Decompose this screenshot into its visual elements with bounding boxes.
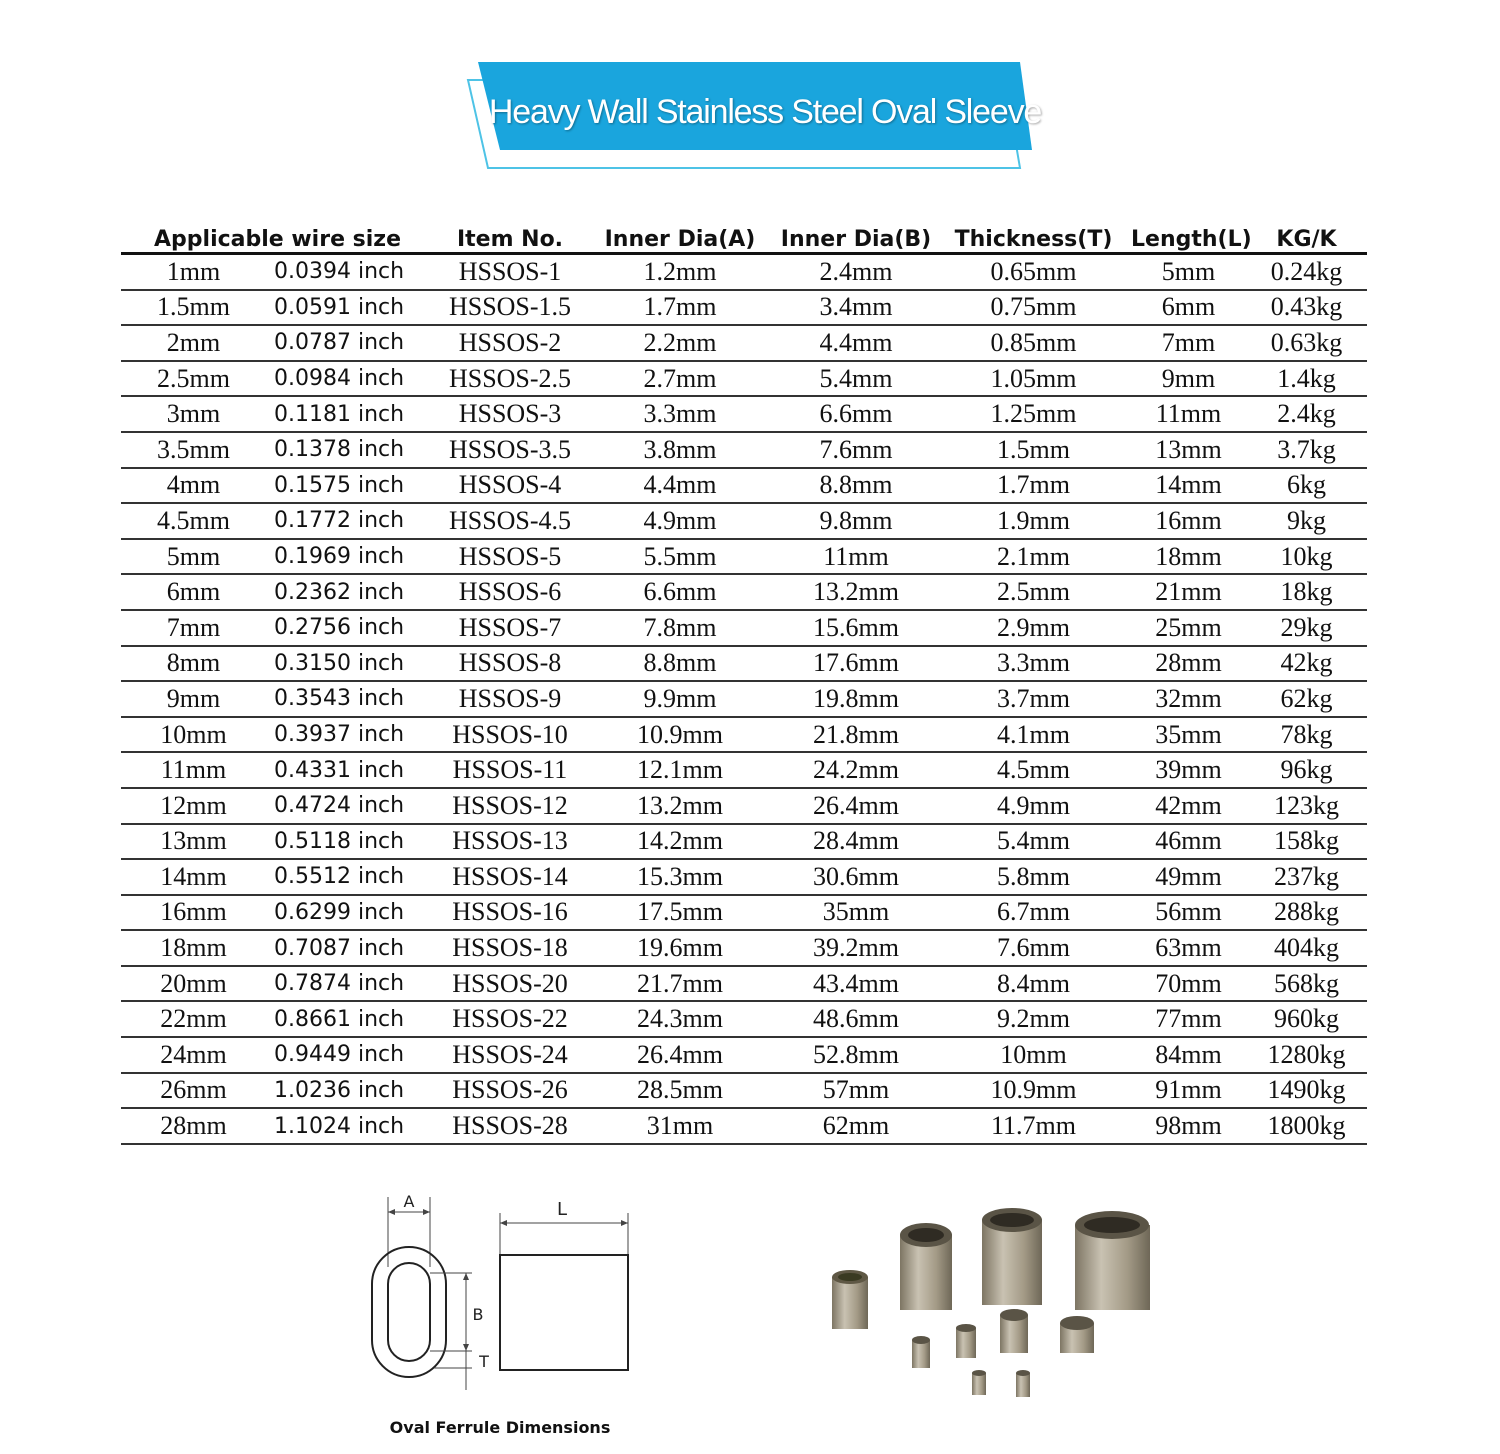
cell-length: 91mm [1131,1073,1246,1109]
cell-inner-dia-a: 31mm [584,1108,776,1144]
cell-item-no: HSSOS-4.5 [436,503,584,539]
cell-length: 6mm [1131,290,1246,326]
sleeve-large-3 [1075,1211,1150,1310]
cell-wire-mm: 2.5mm [121,361,266,397]
cell-weight: 404kg [1246,930,1367,966]
cell-thickness: 9.2mm [936,1001,1131,1037]
cell-weight: 6kg [1246,468,1367,504]
cell-length: 14mm [1131,468,1246,504]
cell-wire-inch: 0.2362 inch [266,574,436,610]
header-thickness: Thickness(T) [936,220,1131,254]
cell-wire-mm: 22mm [121,1001,266,1037]
cell-item-no: HSSOS-3 [436,396,584,432]
cell-inner-dia-a: 4.4mm [584,468,776,504]
cell-length: 9mm [1131,361,1246,397]
cell-wire-inch: 0.0787 inch [266,325,436,361]
cell-inner-dia-a: 19.6mm [584,930,776,966]
cell-wire-mm: 24mm [121,1037,266,1073]
cell-item-no: HSSOS-24 [436,1037,584,1073]
cell-length: 84mm [1131,1037,1246,1073]
product-photo [820,1205,1160,1405]
table-row [121,325,1367,361]
cell-wire-mm: 1.5mm [121,290,266,326]
page-title: Heavy Wall Stainless Steel Oval Sleeve [488,92,1042,131]
cell-inner-dia-a: 24.3mm [584,1001,776,1037]
cell-inner-dia-a: 8.8mm [584,646,776,682]
cell-wire-inch: 0.5512 inch [266,859,436,895]
cell-inner-dia-b: 7.6mm [776,432,936,468]
cell-wire-mm: 28mm [121,1108,266,1144]
cell-inner-dia-a: 5.5mm [584,539,776,575]
cell-inner-dia-b: 39.2mm [776,930,936,966]
cell-wire-mm: 3mm [121,396,266,432]
cell-length: 13mm [1131,432,1246,468]
dimension-diagram [360,1185,660,1400]
cell-wire-mm: 13mm [121,824,266,860]
cell-weight: 0.24kg [1246,254,1367,290]
table-row [121,361,1367,397]
cell-thickness: 3.7mm [936,681,1131,717]
table-row [121,1108,1367,1144]
cell-wire-inch: 0.6299 inch [266,895,436,931]
cell-inner-dia-b: 6.6mm [776,396,936,432]
table-row [121,396,1367,432]
sleeve-small-3 [956,1324,976,1358]
title-banner [460,58,1050,178]
table-row [121,468,1367,504]
cell-thickness: 1.25mm [936,396,1131,432]
cell-wire-inch: 0.0394 inch [266,254,436,290]
cell-inner-dia-b: 19.8mm [776,681,936,717]
cell-thickness: 7.6mm [936,930,1131,966]
cell-thickness: 3.3mm [936,646,1131,682]
cell-inner-dia-b: 48.6mm [776,1001,936,1037]
table-row [121,930,1367,966]
cell-wire-inch: 0.1378 inch [266,432,436,468]
cell-item-no: HSSOS-1.5 [436,290,584,326]
cell-item-no: HSSOS-18 [436,930,584,966]
table-row [121,254,1367,290]
cell-item-no: HSSOS-1 [436,254,584,290]
cell-length: 7mm [1131,325,1246,361]
cell-wire-inch: 0.3543 inch [266,681,436,717]
cell-inner-dia-b: 13.2mm [776,574,936,610]
cell-wire-inch: 0.1969 inch [266,539,436,575]
cell-inner-dia-b: 8.8mm [776,468,936,504]
table-row [121,966,1367,1002]
cell-weight: 1490kg [1246,1073,1367,1109]
table-body [121,254,1367,1144]
cell-inner-dia-b: 5.4mm [776,361,936,397]
cell-inner-dia-b: 15.6mm [776,610,936,646]
cell-inner-dia-b: 4.4mm [776,325,936,361]
cell-thickness: 1.5mm [936,432,1131,468]
label-b: B [472,1305,484,1324]
cell-wire-inch: 1.0236 inch [266,1073,436,1109]
table-row [121,1073,1367,1109]
cell-item-no: HSSOS-2.5 [436,361,584,397]
cell-thickness: 10.9mm [936,1073,1131,1109]
cell-weight: 29kg [1246,610,1367,646]
table-row [121,752,1367,788]
cell-wire-mm: 2mm [121,325,266,361]
cell-wire-inch: 0.3937 inch [266,717,436,753]
cell-item-no: HSSOS-8 [436,646,584,682]
cell-length: 56mm [1131,895,1246,931]
cell-item-no: HSSOS-5 [436,539,584,575]
cell-weight: 158kg [1246,824,1367,860]
cell-weight: 18kg [1246,574,1367,610]
label-l: L [556,1199,568,1220]
cell-wire-mm: 5mm [121,539,266,575]
cell-inner-dia-a: 2.2mm [584,325,776,361]
cell-item-no: HSSOS-20 [436,966,584,1002]
cell-length: 39mm [1131,752,1246,788]
sleeve-large-1 [900,1223,952,1310]
table-row [121,859,1367,895]
cell-inner-dia-a: 9.9mm [584,681,776,717]
cell-wire-mm: 6mm [121,574,266,610]
cell-weight: 123kg [1246,788,1367,824]
header-length: Length(L) [1131,220,1246,254]
cell-inner-dia-a: 13.2mm [584,788,776,824]
cell-thickness: 5.8mm [936,859,1131,895]
cell-length: 16mm [1131,503,1246,539]
table-row [121,717,1367,753]
cell-weight: 9kg [1246,503,1367,539]
cell-wire-mm: 18mm [121,930,266,966]
sleeve-medium-1 [832,1270,868,1329]
table-row [121,824,1367,860]
cell-item-no: HSSOS-14 [436,859,584,895]
cell-length: 28mm [1131,646,1246,682]
label-a: A [403,1192,415,1211]
diagram-caption: Oval Ferrule Dimensions [389,1418,611,1437]
cell-wire-inch: 0.7087 inch [266,930,436,966]
cell-item-no: HSSOS-2 [436,325,584,361]
cell-weight: 1.4kg [1246,361,1367,397]
cell-length: 35mm [1131,717,1246,753]
cell-wire-inch: 0.7874 inch [266,966,436,1002]
cell-thickness: 1.05mm [936,361,1131,397]
cell-inner-dia-a: 7.8mm [584,610,776,646]
cell-inner-dia-a: 14.2mm [584,824,776,860]
cell-weight: 78kg [1246,717,1367,753]
cell-wire-mm: 9mm [121,681,266,717]
cell-weight: 0.43kg [1246,290,1367,326]
cell-wire-mm: 7mm [121,610,266,646]
cell-thickness: 4.5mm [936,752,1131,788]
sleeve-large-2 [982,1208,1042,1305]
cell-weight: 960kg [1246,1001,1367,1037]
oval-ferrule-drawing [360,1185,660,1400]
cell-wire-mm: 10mm [121,717,266,753]
cell-thickness: 10mm [936,1037,1131,1073]
cell-inner-dia-a: 3.8mm [584,432,776,468]
cell-inner-dia-a: 12.1mm [584,752,776,788]
cell-length: 18mm [1131,539,1246,575]
cell-item-no: HSSOS-11 [436,752,584,788]
cell-wire-inch: 0.3150 inch [266,646,436,682]
cell-wire-inch: 0.9449 inch [266,1037,436,1073]
cell-inner-dia-b: 62mm [776,1108,936,1144]
cell-inner-dia-b: 57mm [776,1073,936,1109]
cell-thickness: 2.5mm [936,574,1131,610]
cell-wire-mm: 1mm [121,254,266,290]
cell-inner-dia-a: 3.3mm [584,396,776,432]
cell-inner-dia-b: 30.6mm [776,859,936,895]
sleeve-small-4 [912,1336,930,1368]
cell-length: 21mm [1131,574,1246,610]
table-row [121,539,1367,575]
cell-length: 25mm [1131,610,1246,646]
sleeve-small-2 [1060,1316,1094,1353]
cell-length: 63mm [1131,930,1246,966]
cell-inner-dia-b: 17.6mm [776,646,936,682]
table-row [121,610,1367,646]
cell-inner-dia-b: 3.4mm [776,290,936,326]
table-row [121,432,1367,468]
cell-weight: 3.7kg [1246,432,1367,468]
table-row [121,1037,1367,1073]
cell-thickness: 2.9mm [936,610,1131,646]
cell-thickness: 4.9mm [936,788,1131,824]
table-row [121,681,1367,717]
table-header-row [121,220,1367,254]
cell-item-no: HSSOS-22 [436,1001,584,1037]
cell-weight: 0.63kg [1246,325,1367,361]
table-row [121,290,1367,326]
cell-inner-dia-a: 1.7mm [584,290,776,326]
cell-wire-mm: 26mm [121,1073,266,1109]
cell-weight: 62kg [1246,681,1367,717]
cell-thickness: 5.4mm [936,824,1131,860]
table-row [121,574,1367,610]
cell-wire-mm: 4mm [121,468,266,504]
cell-thickness: 6.7mm [936,895,1131,931]
cell-item-no: HSSOS-7 [436,610,584,646]
cell-thickness: 1.9mm [936,503,1131,539]
cell-weight: 1800kg [1246,1108,1367,1144]
cell-thickness: 0.65mm [936,254,1131,290]
oval-sleeves-illustration [820,1205,1160,1405]
cell-item-no: HSSOS-6 [436,574,584,610]
cell-item-no: HSSOS-13 [436,824,584,860]
cell-weight: 42kg [1246,646,1367,682]
cell-thickness: 0.75mm [936,290,1131,326]
spec-table [121,220,1367,1145]
table-row [121,646,1367,682]
cell-wire-inch: 0.2756 inch [266,610,436,646]
table-row [121,895,1367,931]
cell-item-no: HSSOS-3.5 [436,432,584,468]
cell-length: 49mm [1131,859,1246,895]
cell-weight: 1280kg [1246,1037,1367,1073]
cell-wire-inch: 0.5118 inch [266,824,436,860]
cell-inner-dia-b: 35mm [776,895,936,931]
sleeve-small-1 [1000,1309,1028,1353]
cell-wire-inch: 0.8661 inch [266,1001,436,1037]
cell-inner-dia-a: 6.6mm [584,574,776,610]
cell-item-no: HSSOS-4 [436,468,584,504]
table-row [121,788,1367,824]
cell-item-no: HSSOS-26 [436,1073,584,1109]
cell-wire-mm: 20mm [121,966,266,1002]
cell-item-no: HSSOS-12 [436,788,584,824]
cell-weight: 10kg [1246,539,1367,575]
label-t: T [479,1352,489,1371]
cell-item-no: HSSOS-9 [436,681,584,717]
cell-thickness: 4.1mm [936,717,1131,753]
table-row [121,503,1367,539]
cell-wire-inch: 1.1024 inch [266,1108,436,1144]
cell-inner-dia-b: 28.4mm [776,824,936,860]
cell-wire-inch: 0.0984 inch [266,361,436,397]
cell-inner-dia-b: 52.8mm [776,1037,936,1073]
cell-inner-dia-a: 10.9mm [584,717,776,753]
cell-wire-mm: 11mm [121,752,266,788]
cell-length: 11mm [1131,396,1246,432]
cell-item-no: HSSOS-28 [436,1108,584,1144]
cell-wire-inch: 0.4331 inch [266,752,436,788]
cell-inner-dia-a: 1.2mm [584,254,776,290]
cell-length: 98mm [1131,1108,1246,1144]
cell-wire-mm: 16mm [121,895,266,931]
cell-inner-dia-b: 9.8mm [776,503,936,539]
cell-wire-mm: 14mm [121,859,266,895]
table-row [121,1001,1367,1037]
header-weight: KG/K [1246,220,1367,254]
cell-inner-dia-a: 4.9mm [584,503,776,539]
cell-wire-inch: 0.0591 inch [266,290,436,326]
header-inner-dia-a: Inner Dia(A) [584,220,776,254]
cell-inner-dia-a: 21.7mm [584,966,776,1002]
cell-inner-dia-b: 21.8mm [776,717,936,753]
cell-length: 46mm [1131,824,1246,860]
cell-inner-dia-b: 26.4mm [776,788,936,824]
cell-wire-inch: 0.1575 inch [266,468,436,504]
cell-length: 70mm [1131,966,1246,1002]
cell-length: 77mm [1131,1001,1246,1037]
cell-wire-mm: 12mm [121,788,266,824]
cell-wire-mm: 4.5mm [121,503,266,539]
cell-weight: 96kg [1246,752,1367,788]
cell-inner-dia-a: 2.7mm [584,361,776,397]
cell-inner-dia-a: 28.5mm [584,1073,776,1109]
cell-inner-dia-a: 15.3mm [584,859,776,895]
cell-length: 32mm [1131,681,1246,717]
cell-inner-dia-b: 24.2mm [776,752,936,788]
cell-length: 5mm [1131,254,1246,290]
cell-wire-inch: 0.1772 inch [266,503,436,539]
cell-inner-dia-a: 17.5mm [584,895,776,931]
cell-inner-dia-b: 43.4mm [776,966,936,1002]
cell-weight: 2.4kg [1246,396,1367,432]
cell-thickness: 2.1mm [936,539,1131,575]
header-wire-size: Applicable wire size [121,220,436,254]
header-inner-dia-b: Inner Dia(B) [776,220,936,254]
cell-wire-inch: 0.4724 inch [266,788,436,824]
cell-inner-dia-b: 11mm [776,539,936,575]
cell-length: 42mm [1131,788,1246,824]
cell-weight: 288kg [1246,895,1367,931]
cell-thickness: 8.4mm [936,966,1131,1002]
cell-wire-inch: 0.1181 inch [266,396,436,432]
cell-thickness: 1.7mm [936,468,1131,504]
cell-inner-dia-a: 26.4mm [584,1037,776,1073]
sleeve-tiny-2 [1016,1370,1030,1397]
cell-weight: 237kg [1246,859,1367,895]
cell-item-no: HSSOS-10 [436,717,584,753]
cell-wire-mm: 3.5mm [121,432,266,468]
cell-inner-dia-b: 2.4mm [776,254,936,290]
cell-wire-mm: 8mm [121,646,266,682]
cell-weight: 568kg [1246,966,1367,1002]
header-item-no: Item No. [436,220,584,254]
sleeve-tiny-1 [972,1370,986,1395]
cell-thickness: 11.7mm [936,1108,1131,1144]
cell-item-no: HSSOS-16 [436,895,584,931]
cell-thickness: 0.85mm [936,325,1131,361]
